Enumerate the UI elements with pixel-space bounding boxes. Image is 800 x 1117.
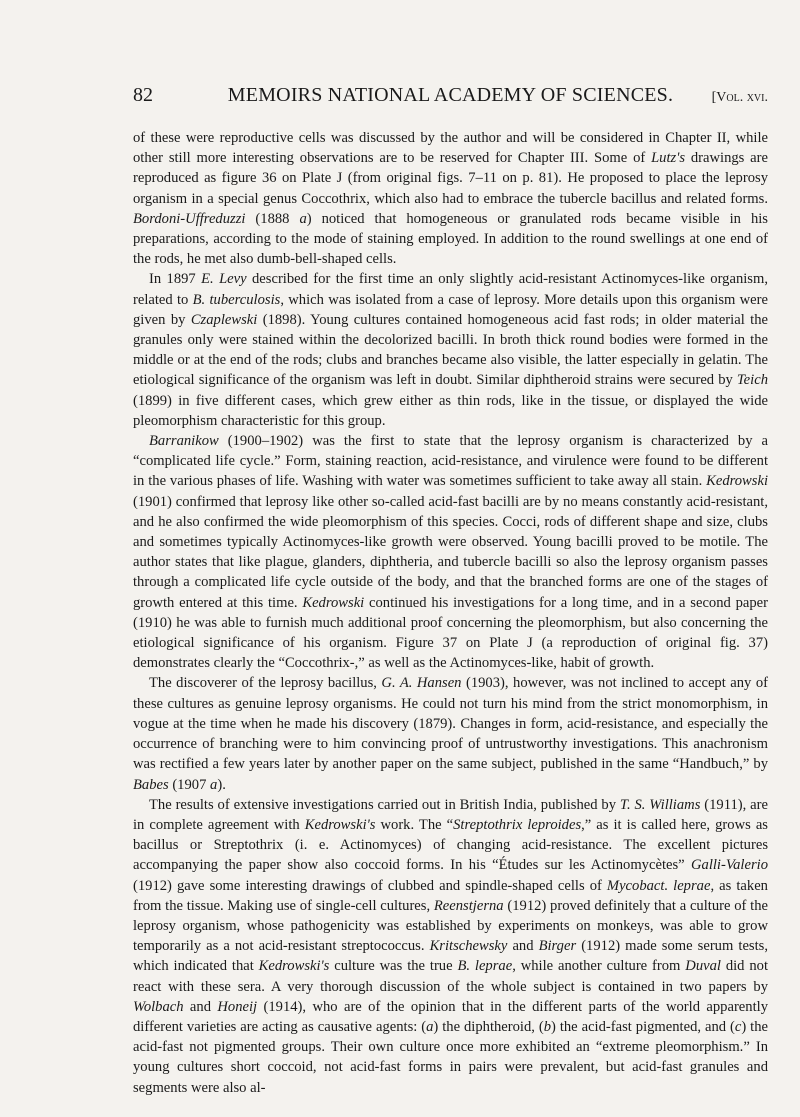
volume-label: [Vol. xvi. <box>711 90 768 105</box>
text-run: continued his investigations for a long time, and in a second paper (1910) he was able to furnish much additional proof concerning the pleomorphism, but also concerning the etiological significance of his organism. Figure 37 on Plate J (a reproduction of original fig. 37) demonstrates clearly the “Coccothrix-,” as well as the Actinomyces-like, habit of growth. <box>133 594 768 672</box>
text-run: (1912) made some serum tests, which indicated that <box>133 938 768 975</box>
text-run: , which was isolated from a case of leprosy. More details upon this organism were given by <box>133 291 768 328</box>
italic-run: Kedrowski <box>706 473 768 490</box>
text-run: , as taken from the tissue. Making use of single-cell cultures, <box>133 877 768 914</box>
text-run: (1898). Young cultures contained homogeneous acid fast rods; in older material the granules only were stained within the decolorized bacilli. In broth thick round bodies were formed in the middle or at the end of the rods; clubs and branches became also visible, the latter especially in gelatin. The etiological significance of the organism was left in doubt. Similar diphtheroid strains were secured by <box>133 311 768 389</box>
italic-run: Kedrowski's <box>258 958 330 975</box>
paragraph <box>133 795 768 1098</box>
text-run: (1901) confirmed that leprosy like other so-called acid-fast bacilli are by no means constantly acid-resistant, and he also confirmed the wide pleomorphism of this species. Cocci, rods of different shape and size, clubs and sometimes typically Actinomyces-like growth were observed. Young bacilli proved to be motile. The author states that like plague, glanders, diphtheria, and tubercle bacilli so also the leprosy organism passes through a complicated life cycle outside of the body, and that the branched forms are one of the stages of growth entered at this time. <box>133 493 768 611</box>
text-run: The results of extensive investigations carried out in British India, published by <box>149 796 620 813</box>
italic-run: E. Levy <box>201 271 247 288</box>
italic-run: Kritschewsky <box>429 938 508 955</box>
italic-run: Honeij <box>217 998 258 1015</box>
italic-run: Birger <box>538 938 577 955</box>
italic-run: Kedrowski's <box>304 816 376 833</box>
text-run: described for the first time an only slightly acid-resistant Actinomyces-like organism, related to <box>133 271 768 308</box>
text-run: (1907 <box>168 776 211 793</box>
paragraph <box>133 269 768 431</box>
italic-run: Wolbach <box>133 998 184 1015</box>
italic-run: a <box>210 776 218 793</box>
italic-run: Lutz's <box>651 150 686 167</box>
italic-run: Galli-Valerio <box>690 857 768 874</box>
paragraph <box>133 431 768 673</box>
text-run: work. The “ <box>375 816 454 833</box>
text-run: (1899) in five different cases, which grew either as thin rods, like in the tissue, or displayed the wide pleomorphism characteristic for this group. <box>133 392 768 429</box>
text-run: (1912) proved definitely that a culture of the leprosy organism, whose pathogenicity was established by experiments on monkeys, was able to grow temporarily as a not acid-resistant streptococcus. <box>133 897 768 955</box>
italic-run: Teich <box>736 372 768 389</box>
paragraph <box>133 673 768 794</box>
italic-run: Barranikow <box>149 433 219 450</box>
italic-run: Kedrowski <box>302 594 365 611</box>
italic-run: Streptothrix leproides <box>453 816 582 833</box>
italic-run: a <box>299 210 307 227</box>
text-run: (1900–1902) was the first to state that the leprosy organism is characterized by a “complicated life cycle.” Form, staining reaction, acid-resistance, and virulence were found to be different in the various phases of life. Washing with water was sometimes sufficient to take away all stain. <box>133 433 768 490</box>
text-run: ) the acid-fast not pigmented groups. Their own culture once more exhibited an “extreme pleomorphism.” In young cultures short coccoid, not acid-fast forms in pairs were prevalent, but acid-fast granules and segments were also al- <box>133 1018 768 1096</box>
italic-run: B. tuberculosis <box>192 291 281 308</box>
italic-run: Babes <box>133 776 169 793</box>
text-run: of these were reproductive cells was discussed by the author and will be considered in Chapter II, while other still more interesting observations are to be reserved for Chapter III. Some of <box>133 130 768 167</box>
text-run: , while another culture from <box>512 958 686 975</box>
italic-run: Duval <box>685 958 721 975</box>
italic-run: Mycobact. leprae <box>606 877 711 894</box>
italic-run: B. leprae <box>457 958 513 975</box>
text-run: and <box>183 998 218 1015</box>
running-title: MEMOIRS NATIONAL ACADEMY OF SCIENCES. <box>227 84 674 106</box>
italic-run: Czaplewski <box>190 311 258 328</box>
text-run: In 1897 <box>149 271 202 288</box>
italic-run: b <box>543 1018 552 1035</box>
italic-run: c <box>734 1018 742 1035</box>
text-run: and <box>507 938 539 955</box>
page-number: 82 <box>133 84 153 106</box>
text-run: (1903), however, was not inclined to accept any of these cultures as genuine leprosy organisms. He could not turn his mind from the strict monomorphism, in vogue at the time when he made his discovery (1879). Changes in form, acid-resistance, and especially the occurrence of branching were to him convincing proof of untrustworthy investigations. This anachronism was rectified a few years later by another paper on the same subject, published in the same “Handbuch,” by <box>133 675 768 773</box>
paragraph <box>133 128 768 269</box>
text-run: ) the acid-fast pigmented, and ( <box>551 1018 735 1035</box>
text-run: (1888 <box>245 210 300 227</box>
text-run: drawings are reproduced as figure 36 on Plate J (from original figs. 7–11 on p. 81). He proposed to place the leprosy organism in a special genus Coccothrix, which also had to embrace the tubercle bacillus and related forms. <box>133 150 768 207</box>
running-header <box>133 84 768 110</box>
text-run: (1912) gave some interesting drawings of clubbed and spindle-shaped cells of <box>133 877 607 894</box>
italic-run: a <box>426 1018 434 1035</box>
italic-run: T. S. Williams <box>619 796 701 813</box>
italic-run: Bordoni-Uffreduzzi <box>133 210 246 227</box>
italic-run: G. A. Hansen <box>381 675 462 692</box>
body-text <box>133 128 768 1098</box>
text-run: did not react with these sera. A very thorough discussion of the whole subject is contained in two papers by <box>133 958 768 995</box>
text-run: ) the diphtheroid, ( <box>433 1018 544 1035</box>
text-run: The discoverer of the leprosy bacillus, <box>149 675 382 692</box>
text-run: culture was the true <box>329 958 458 975</box>
italic-run: Reenstjerna <box>433 897 504 914</box>
text-run: ). <box>217 776 226 793</box>
text-run: ) noticed that homogeneous or granulated rods became visible in his preparations, according to the mode of staining employed. In addition to the round swellings at one end of the rods, he met also dumb-bell-shaped cells. <box>133 210 768 268</box>
text-run: ,” as it is called here, grows as bacillus or Streptothrix (i. e. Actinomyces) of changing acid-resistance. The excellent pictures accompanying the paper show also coccoid forms. In his “Études sur les Actinomycètes” <box>133 816 768 874</box>
text-run: (1914), who are of the opinion that in the different parts of the world apparently different varieties are acting as causative agents: ( <box>133 998 768 1035</box>
text-run: (1911), are in complete agreement with <box>133 796 768 833</box>
